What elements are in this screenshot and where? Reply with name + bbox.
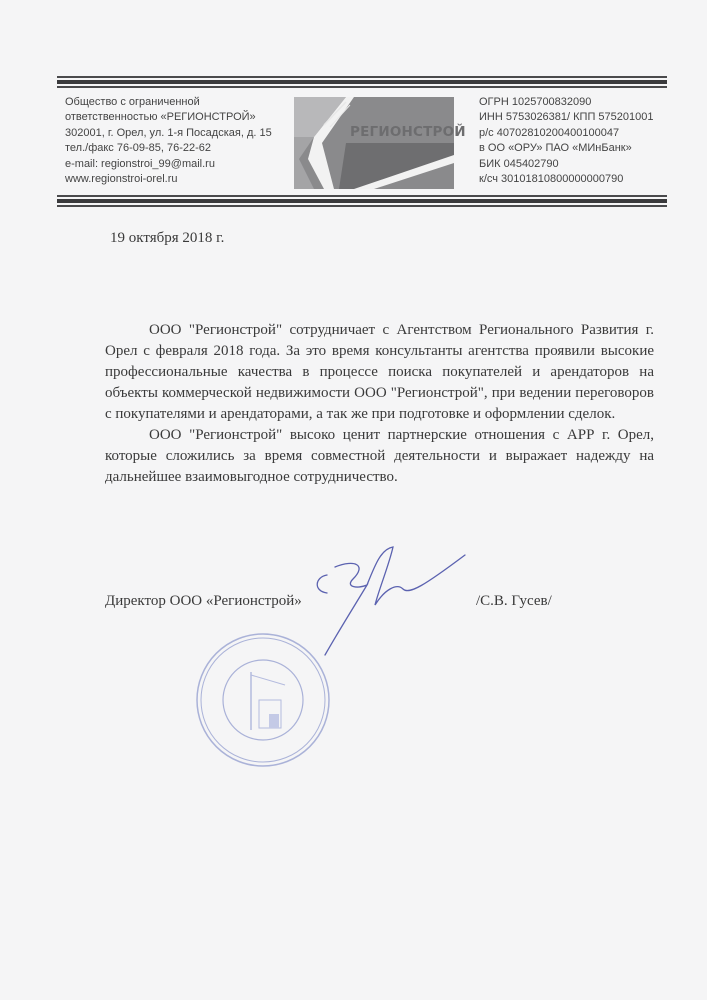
corr-account: к/сч 30101810800000000790: [479, 173, 624, 186]
bik: БИК 045402790: [479, 157, 559, 170]
handwritten-signature: [305, 545, 475, 665]
company-info-line: ответственностью «РЕГИОНСТРОЙ»: [65, 111, 256, 124]
header-bottom-rule: [57, 195, 667, 207]
company-info: [65, 95, 272, 187]
bank-name: в ОО «ОРУ» ПАО «МИнБанк»: [479, 142, 632, 155]
company-website: www.regionstroi-orel.ru: [65, 173, 178, 186]
company-logo: [294, 97, 466, 189]
account-number: р/с 40702810200400100047: [479, 126, 620, 139]
company-email: e-mail: regionstroi_99@mail.ru: [65, 157, 215, 170]
ogrn: ОГРН 1025700832090: [479, 96, 592, 108]
inn-kpp: ИНН 5753026381/ КПП 575201001: [479, 111, 654, 124]
logo-graphic: [294, 97, 454, 189]
company-address: 302001, г. Орел, ул. 1-я Посадская, д. 15: [65, 126, 272, 139]
signatory-name: /С.В. Гусев/: [476, 593, 552, 609]
company-phone: тел./факс 76-09-85, 76-22-62: [65, 142, 212, 155]
letter-date: 19 октября 2018 г.: [110, 230, 225, 246]
company-info-line: Общество с ограниченной: [65, 96, 200, 108]
letter-body: [105, 320, 654, 488]
logo-wordmark: РЕГИОНСТРОЙ: [350, 124, 466, 140]
body-paragraph: ООО "Регионстрой" высоко ценит партнерские отношения с АРР г. Орел, которые сложились за время совместной деятельности и выражает надежду на дальнейшее взаимовыгодное сотрудничество.: [105, 427, 654, 485]
signatory-title: Директор ООО «Регионстрой»: [105, 593, 302, 609]
body-paragraph: ООО "Регионстрой" сотрудничает с Агентством Регионального Развития г. Орел с февраля 2018 года. За это время консультанты агентства проявили высокие профессиональные качества в процессе поиска покупателей и арендаторов на объекты коммерческой недвижимости ООО "Регионстрой", при ведении переговоров с покупателями и арендаторами, а так же при подготовке и оформлении сделок.: [105, 322, 654, 422]
header-top-rule: [57, 76, 667, 88]
bank-details: [479, 95, 653, 187]
